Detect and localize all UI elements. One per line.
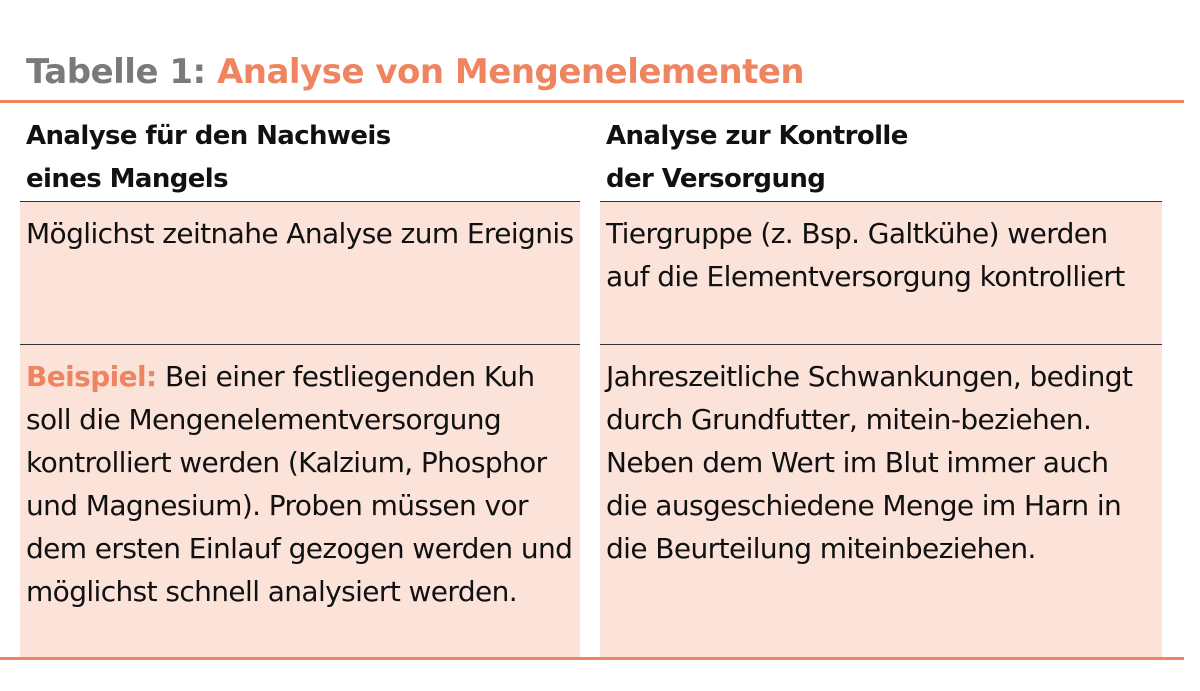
row-1-text-1: Möglichst zeitnahe Analyse zum Ereignis	[26, 217, 574, 250]
row-1-text-2: Tiergruppe (z. Bsp. Galtkühe) werden auf die Elementversorgung kontrolliert	[606, 217, 1125, 293]
header-2-line-1: Analyse zur Kontrolle	[606, 121, 908, 151]
row-1-cell-1	[20, 202, 580, 344]
row-1-cell-2	[600, 202, 1162, 344]
row-2-cell-1	[20, 345, 580, 657]
example-label: Beispiel:	[26, 360, 157, 393]
table-title-text: Analyse von Mengenelementen	[216, 52, 805, 92]
header-1-line-2: eines Mangels	[26, 164, 228, 194]
table-title-prefix: Tabelle 1:	[26, 52, 206, 92]
header-cell-1	[20, 103, 580, 201]
bottom-rule	[0, 657, 1184, 660]
row-2-text-2: Jahreszeitliche Schwankungen, bedingt durch Grundfutter, mitein-beziehen. Neben dem Wert im Blut immer auch die ausgeschiedene Menge im Harn in die Beurteilung miteinbeziehen.	[606, 360, 1133, 565]
row-2-text-1: Bei einer festliegenden Kuh soll die Mengenelementversorgung kontrolliert werden (Kalzium, Phosphor und Magnesium). Proben müssen vor dem ersten Einlauf gezogen werden und möglichst schnell analysiert werden.	[26, 360, 573, 608]
header-2-line-2: der Versorgung	[606, 164, 826, 194]
header-1-line-1: Analyse für den Nachweis	[26, 121, 391, 151]
row-2-cell-2	[600, 345, 1162, 657]
table-title	[26, 52, 804, 92]
header-cell-2	[600, 103, 1162, 201]
